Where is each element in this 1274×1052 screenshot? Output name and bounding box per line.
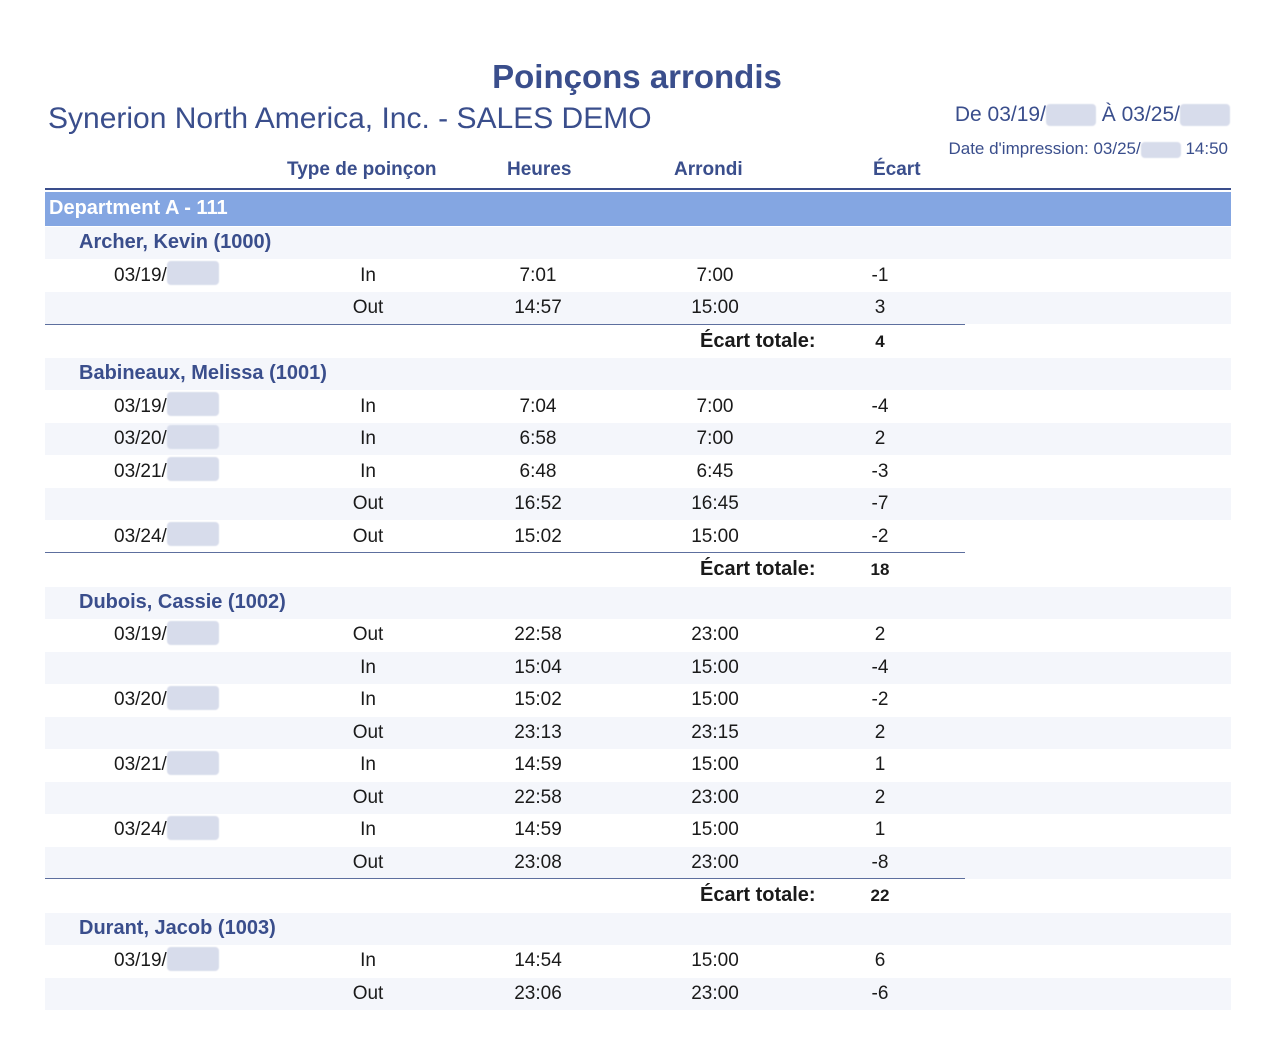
redacted-year — [167, 392, 219, 416]
punch-gap: 1 — [874, 754, 886, 775]
punch-hours: 23:08 — [514, 851, 562, 873]
punch-type: Out — [352, 786, 384, 808]
punch-date-text: 03/20/ — [114, 428, 167, 449]
total-value: 22 — [870, 886, 890, 905]
punch-type: Out — [352, 851, 384, 873]
redacted-year — [167, 751, 219, 775]
punch-rounded: 15:00 — [691, 689, 739, 710]
redacted-year — [167, 425, 219, 449]
punch-rounded: 15:00 — [691, 525, 739, 547]
row-band — [45, 847, 1231, 879]
range-to-label: À — [1101, 103, 1116, 126]
total-value: 18 — [870, 560, 890, 579]
punch-rounded: 7:00 — [696, 264, 734, 286]
row-band — [45, 978, 1231, 1010]
redacted-year — [167, 457, 219, 481]
column-header-hours: Heures — [507, 159, 572, 180]
punch-date — [114, 624, 219, 646]
row-band — [45, 717, 1231, 749]
total-label: Écart totale: — [700, 558, 816, 580]
punch-rounded: 15:00 — [691, 754, 739, 775]
total-label: Écart totale: — [700, 884, 816, 906]
punch-type: Out — [352, 982, 384, 1004]
column-header-type: Type de poinçon — [287, 159, 437, 180]
punch-gap: 2 — [874, 786, 886, 808]
punch-rounded: 23:00 — [691, 982, 739, 1004]
employee-name: Dubois, Cassie (1002) — [79, 590, 286, 613]
punch-hours: 15:02 — [514, 525, 562, 547]
punch-hours: 15:04 — [514, 656, 562, 678]
punch-type: Out — [352, 624, 384, 645]
punch-hours: 6:58 — [519, 428, 557, 449]
punch-gap: -4 — [871, 395, 889, 417]
punch-hours: 22:58 — [514, 624, 562, 645]
punch-gap: -3 — [871, 460, 889, 482]
punch-gap: 1 — [874, 819, 886, 840]
print-time: 14:50 — [1185, 139, 1228, 158]
punch-date-text: 03/21/ — [114, 754, 167, 775]
punch-gap: -4 — [871, 656, 889, 678]
punch-date-text: 03/19/ — [114, 395, 167, 417]
punch-gap: -2 — [871, 525, 889, 547]
subtotal-divider — [45, 878, 965, 879]
punch-type: Out — [352, 493, 384, 514]
employee-name: Durant, Jacob (1003) — [79, 916, 276, 939]
row-band — [45, 423, 1231, 455]
punch-gap: -2 — [871, 689, 889, 710]
department-header — [45, 192, 1231, 226]
range-from-date: 03/19/ — [987, 103, 1046, 126]
company-name: Synerion North America, Inc. - SALES DEMO — [48, 102, 652, 135]
punch-rounded: 6:45 — [696, 460, 734, 482]
punch-hours: 16:52 — [514, 493, 562, 514]
punch-gap: -1 — [871, 264, 889, 286]
punch-rounded: 15:00 — [691, 819, 739, 840]
punch-rounded: 23:15 — [691, 721, 739, 743]
punch-date-text: 03/21/ — [114, 460, 167, 482]
range-to-date: 03/25/ — [1121, 103, 1180, 126]
punch-rounded: 7:00 — [696, 395, 734, 417]
punch-date — [114, 265, 219, 287]
punch-gap: 2 — [874, 428, 886, 449]
redacted-year — [1141, 142, 1181, 158]
punch-hours: 15:02 — [514, 689, 562, 710]
redacted-year — [1180, 104, 1230, 126]
punch-type: Out — [352, 297, 384, 318]
punch-hours: 7:04 — [519, 395, 557, 417]
redacted-year — [167, 261, 219, 285]
report-title: Poinçons arrondis — [492, 58, 782, 95]
punch-gap: -6 — [871, 982, 889, 1004]
redacted-year — [167, 816, 219, 840]
employee-name: Archer, Kevin (1000) — [79, 231, 272, 253]
total-value: 4 — [875, 331, 885, 351]
punch-hours: 7:01 — [519, 264, 557, 286]
punch-type: In — [360, 754, 376, 775]
punch-date — [114, 819, 219, 841]
punch-date-text: 03/20/ — [114, 689, 167, 710]
punch-date — [114, 689, 219, 711]
punch-type: In — [360, 689, 376, 710]
punch-type: In — [360, 460, 376, 482]
punch-type: Out — [352, 525, 384, 547]
redacted-year — [167, 947, 219, 971]
employee-name: Babineaux, Melissa (1001) — [79, 362, 327, 384]
row-band — [45, 652, 1231, 684]
punch-hours: 14:59 — [514, 819, 562, 840]
punch-hours: 14:59 — [514, 754, 562, 775]
print-date-label: Date d'impression: 03/25/ — [948, 139, 1141, 158]
punch-date-text: 03/19/ — [114, 264, 167, 286]
punch-date-text: 03/19/ — [114, 950, 167, 971]
header-divider — [45, 188, 1231, 190]
punch-type: In — [360, 395, 376, 417]
punch-hours: 23:06 — [514, 982, 562, 1004]
punch-rounded: 23:00 — [691, 624, 739, 645]
punch-type: In — [360, 656, 376, 678]
punch-hours: 14:57 — [514, 297, 562, 318]
punch-date — [114, 754, 219, 776]
row-band — [45, 782, 1231, 814]
punch-gap: 3 — [874, 297, 886, 318]
subtotal-divider — [45, 552, 965, 553]
punch-date — [114, 461, 219, 483]
print-date — [948, 139, 1228, 159]
redacted-year — [167, 621, 219, 645]
department-name: Department A - 111 — [49, 197, 228, 219]
punch-type: In — [360, 819, 376, 840]
punch-hours: 14:54 — [514, 950, 562, 971]
punch-date — [114, 396, 219, 418]
punch-date-text: 03/19/ — [114, 624, 167, 645]
punch-rounded: 15:00 — [691, 297, 739, 318]
punch-gap: -7 — [871, 493, 889, 514]
total-label: Écart totale: — [700, 329, 816, 352]
punch-date-text: 03/24/ — [114, 819, 167, 840]
punch-rounded: 7:00 — [696, 428, 734, 449]
punch-gap: 6 — [874, 950, 886, 971]
punch-hours: 22:58 — [514, 786, 562, 808]
punch-rounded: 23:00 — [691, 786, 739, 808]
redacted-year — [167, 686, 219, 710]
column-header-gap: Écart — [873, 159, 921, 180]
punch-rounded: 16:45 — [691, 493, 739, 514]
punch-hours: 6:48 — [519, 460, 557, 482]
punch-rounded: 15:00 — [691, 950, 739, 971]
punch-date — [114, 428, 219, 450]
redacted-year — [1046, 104, 1096, 126]
punch-date — [114, 950, 219, 972]
punch-date — [114, 526, 219, 548]
punch-type: In — [360, 950, 376, 971]
punch-gap: 2 — [874, 624, 886, 645]
punch-gap: 2 — [874, 721, 886, 743]
column-header-rounded: Arrondi — [674, 159, 743, 180]
punch-date-text: 03/24/ — [114, 525, 167, 547]
range-from-label: De — [954, 103, 982, 126]
date-range — [955, 103, 1230, 127]
subtotal-divider — [45, 324, 965, 325]
punch-gap: -8 — [871, 851, 889, 873]
redacted-year — [167, 522, 219, 546]
punch-type: In — [360, 264, 376, 286]
punch-hours: 23:13 — [514, 721, 562, 743]
row-band — [45, 292, 1231, 324]
row-band — [45, 488, 1231, 520]
punch-type: Out — [352, 721, 384, 743]
punch-type: In — [360, 428, 376, 449]
punch-rounded: 23:00 — [691, 851, 739, 873]
punch-rounded: 15:00 — [691, 656, 739, 678]
